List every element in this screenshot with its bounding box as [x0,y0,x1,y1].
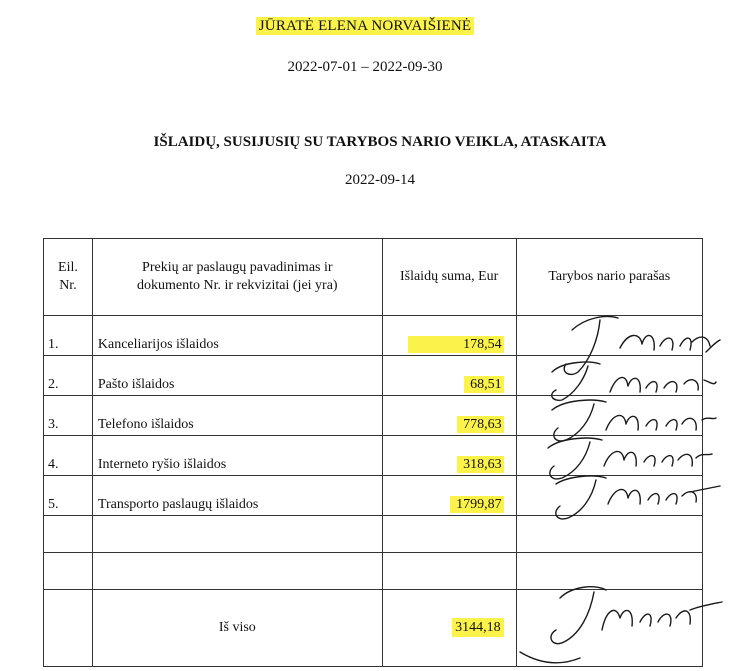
column-header-signature: Tarybos nario parašas [516,239,702,316]
table-row-empty [44,553,703,590]
empty-cell [382,516,516,553]
row-signature-cell [516,356,702,396]
row-amount-value: 178,54 [408,336,504,353]
report-title: IŠLAIDŲ, SUSIJUSIŲ SU TARYBOS NARIO VEIKLA, ATASKAITA [153,134,607,150]
table-row [44,316,703,356]
empty-cell [92,553,382,590]
row-amount [382,436,516,476]
councillor-name-text: JŪRATĖ ELENA NORVAIŠIENĖ [256,17,475,35]
row-amount [382,316,516,356]
row-nr: 2. [44,356,93,396]
row-nr: 3. [44,396,93,436]
empty-cell [92,516,382,553]
row-description: Pašto išlaidos [92,356,382,396]
row-signature-cell [516,396,702,436]
table-row-empty [44,516,703,553]
row-amount [382,356,516,396]
column-header-nr-text: Eil. Nr. [58,260,78,293]
row-nr: 5. [44,476,93,516]
report-date: 2022-09-14 [345,172,415,188]
row-amount [382,476,516,516]
empty-cell [516,553,702,590]
table-row [44,396,703,436]
total-row [44,590,703,667]
table-row [44,436,703,476]
report-period: 2022-07-01 – 2022-09-30 [287,59,443,75]
row-amount-value: 68,51 [464,376,504,393]
row-amount-value: 318,63 [457,456,504,473]
row-description: Telefono išlaidos [92,396,382,436]
councillor-name [0,18,730,35]
expense-table [43,238,703,667]
row-signature-cell [516,316,702,356]
table-row [44,356,703,396]
row-signature-cell [516,436,702,476]
empty-cell [44,553,93,590]
row-amount [382,396,516,436]
total-label: Iš viso [92,590,382,667]
empty-cell [44,516,93,553]
column-header-nr [44,239,93,316]
empty-cell [382,553,516,590]
row-description: Interneto ryšio išlaidos [92,436,382,476]
row-description: Transporto paslaugų išlaidos [92,476,382,516]
row-amount-value: 1799,87 [450,496,504,513]
row-signature-cell [516,476,702,516]
total-nr-cell [44,590,93,667]
total-amount-value: 3144,18 [452,618,504,637]
row-description: Kanceliarijos išlaidos [92,316,382,356]
table-header-row [44,239,703,316]
total-signature-cell [516,590,702,667]
row-amount-value: 778,63 [457,416,504,433]
column-header-description-text: Prekių ar paslaugų pavadinimas ir dokumento Nr. ir rekvizitai (jei yra) [136,260,338,293]
column-header-description [92,239,382,316]
empty-cell [516,516,702,553]
row-nr: 4. [44,436,93,476]
column-header-amount: Išlaidų suma, Eur [382,239,516,316]
table-row [44,476,703,516]
row-nr: 1. [44,316,93,356]
total-amount [382,590,516,667]
